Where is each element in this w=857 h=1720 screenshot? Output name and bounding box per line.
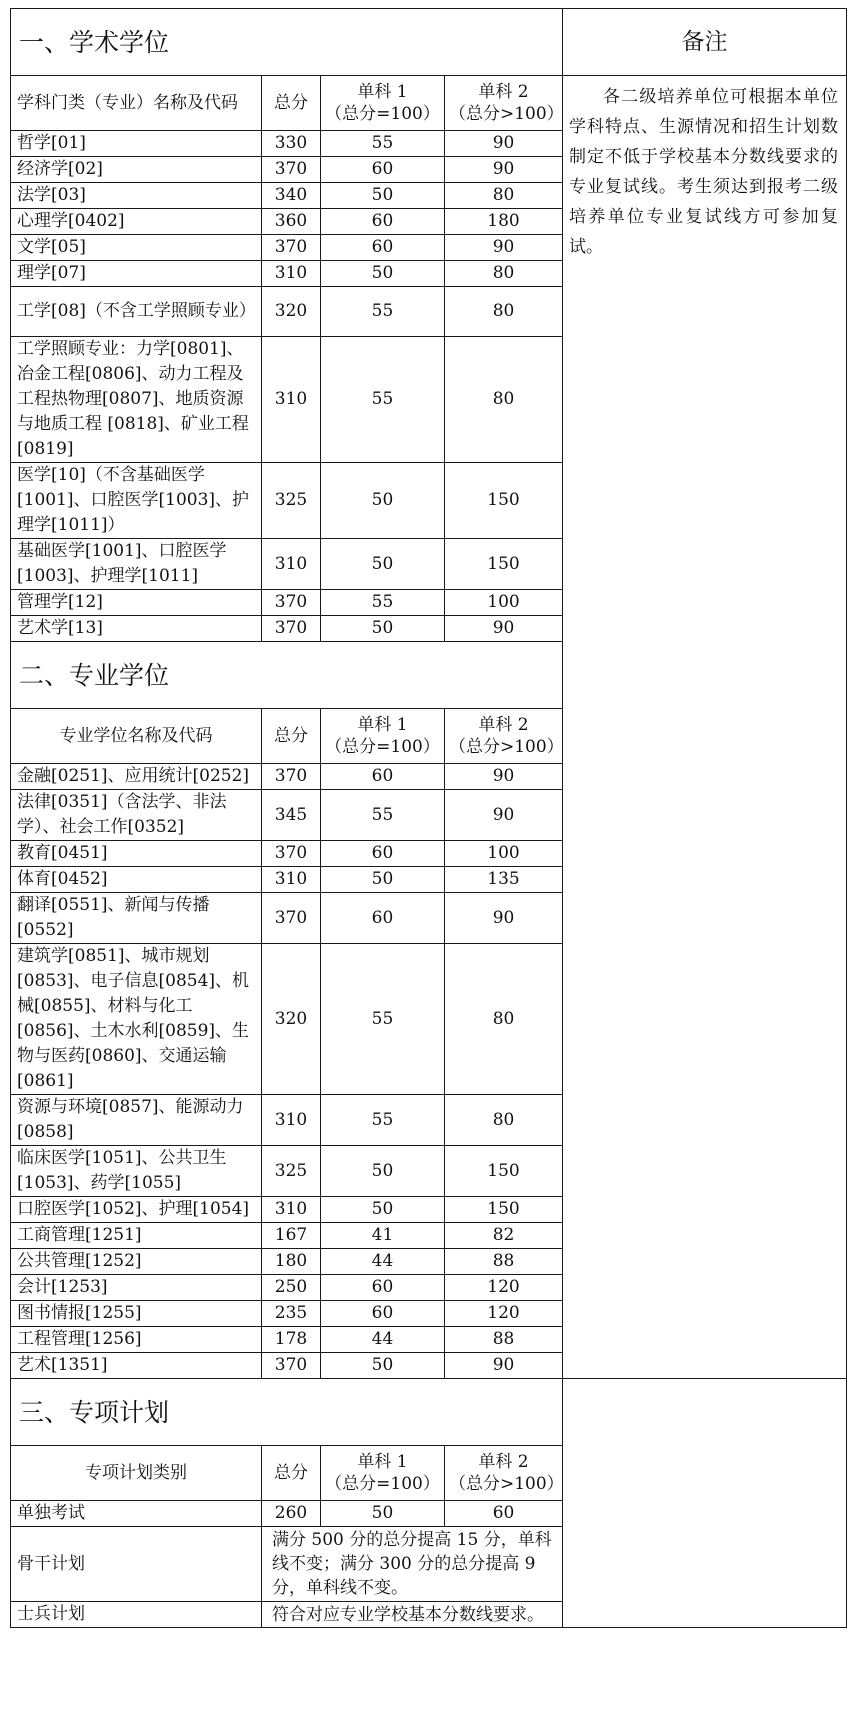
- row-total: 310: [262, 1197, 321, 1223]
- row-single2: 90: [445, 790, 563, 841]
- note-bottom-cell: [563, 1379, 847, 1628]
- col-header-total: 总分: [262, 1446, 321, 1501]
- row-single1: 50: [321, 1146, 445, 1197]
- note-title: 备注: [563, 9, 847, 76]
- row-name: 工商管理[1251]: [11, 1223, 262, 1249]
- row-single1: 50: [321, 261, 445, 287]
- row-single1: 60: [321, 1275, 445, 1301]
- row-single1: 60: [321, 893, 445, 944]
- row-single1: 50: [321, 1501, 445, 1527]
- row-single1: 55: [321, 590, 445, 616]
- row-total: 320: [262, 287, 321, 337]
- row-total: 325: [262, 1146, 321, 1197]
- row-single1: 55: [321, 337, 445, 463]
- row-name: 公共管理[1252]: [11, 1249, 262, 1275]
- backbone-rule-text: 满分 500 分的总分提高 15 分，单科线不变；满分 300 分的总分提高 9 分，单科线不变。: [262, 1527, 563, 1602]
- row-total: 320: [262, 944, 321, 1095]
- row-name: 文学[05]: [11, 235, 262, 261]
- row-single1: 55: [321, 790, 445, 841]
- col-header-name: 专业学位名称及代码: [11, 709, 262, 764]
- row-name: 工学[08]（不含工学照顾专业）: [11, 287, 262, 337]
- row-name: 心理学[0402]: [11, 209, 262, 235]
- row-single1: 50: [321, 1197, 445, 1223]
- row-single1: 60: [321, 764, 445, 790]
- row-name: 基础医学[1001]、口腔医学[1003]、护理学[1011]: [11, 539, 262, 590]
- row-single2: 80: [445, 1095, 563, 1146]
- row-single1: 60: [321, 157, 445, 183]
- row-name: 临床医学[1051]、公共卫生[1053]、药学[1055]: [11, 1146, 262, 1197]
- row-single1: 44: [321, 1327, 445, 1353]
- row-total: 370: [262, 590, 321, 616]
- row-single2: 150: [445, 1146, 563, 1197]
- row-single2: 80: [445, 944, 563, 1095]
- row-single1: 44: [321, 1249, 445, 1275]
- row-single1: 55: [321, 1095, 445, 1146]
- row-name: 理学[07]: [11, 261, 262, 287]
- col-header-single2: 单科 2 （总分>100）: [445, 709, 563, 764]
- note-body: [563, 76, 847, 1379]
- row-total: 370: [262, 235, 321, 261]
- section-title-academic: 一、学术学位: [11, 9, 563, 76]
- row-total: 370: [262, 893, 321, 944]
- row-name: 艺术[1351]: [11, 1353, 262, 1379]
- row-total: 235: [262, 1301, 321, 1327]
- row-single2: 82: [445, 1223, 563, 1249]
- row-single2: 60: [445, 1501, 563, 1527]
- note-text: 各二级培养单位可根据本单位学科特点、生源情况和招生计划数制定不低于学校基本分数线要求的专业复试线。考生须达到报考二级培养单位专业复试线方可参加复试。: [569, 87, 839, 257]
- row-name: 口腔医学[1052]、护理[1054]: [11, 1197, 262, 1223]
- row-total: 180: [262, 1249, 321, 1275]
- row-single2: 80: [445, 337, 563, 463]
- row-total: 310: [262, 337, 321, 463]
- row-single1: 50: [321, 463, 445, 539]
- row-total: 340: [262, 183, 321, 209]
- row-single1: 55: [321, 131, 445, 157]
- row-single2: 120: [445, 1301, 563, 1327]
- row-single2: 88: [445, 1327, 563, 1353]
- row-single2: 180: [445, 209, 563, 235]
- row-total: 250: [262, 1275, 321, 1301]
- section-title-special: 三、专项计划: [11, 1379, 563, 1446]
- row-single2: 90: [445, 131, 563, 157]
- row-single1: 55: [321, 287, 445, 337]
- row-name: 翻译[0551]、新闻与传播[0552]: [11, 893, 262, 944]
- row-total: 310: [262, 867, 321, 893]
- soldier-rule-text: 符合对应专业学校基本分数线要求。: [262, 1602, 563, 1628]
- row-total: 370: [262, 616, 321, 642]
- col-header-single1: 单科 1 （总分=100）: [321, 709, 445, 764]
- row-single2: 150: [445, 539, 563, 590]
- row-total: 167: [262, 1223, 321, 1249]
- row-single1: 60: [321, 209, 445, 235]
- row-single2: 90: [445, 764, 563, 790]
- row-single1: 60: [321, 841, 445, 867]
- row-name: 士兵计划: [11, 1602, 262, 1628]
- row-single2: 88: [445, 1249, 563, 1275]
- row-single2: 100: [445, 841, 563, 867]
- row-name: 教育[0451]: [11, 841, 262, 867]
- row-total: 325: [262, 463, 321, 539]
- row-single1: 55: [321, 944, 445, 1095]
- row-single1: 50: [321, 1353, 445, 1379]
- row-total: 260: [262, 1501, 321, 1527]
- row-single2: 90: [445, 1353, 563, 1379]
- row-name: 工程管理[1256]: [11, 1327, 262, 1353]
- row-total: 310: [262, 1095, 321, 1146]
- row-name: 单独考试: [11, 1501, 262, 1527]
- row-name: 工学照顾专业：力学[0801]、冶金工程[0806]、动力工程及工程热物理[0807]、地质资源与地质工程 [0818]、矿业工程[0819]: [11, 337, 262, 463]
- row-single2: 90: [445, 235, 563, 261]
- row-single2: 80: [445, 183, 563, 209]
- row-total: 310: [262, 261, 321, 287]
- row-single2: 90: [445, 157, 563, 183]
- row-single2: 150: [445, 1197, 563, 1223]
- col-header-total: 总分: [262, 709, 321, 764]
- row-single1: 41: [321, 1223, 445, 1249]
- row-single2: 80: [445, 287, 563, 337]
- row-single1: 50: [321, 867, 445, 893]
- row-name: 经济学[02]: [11, 157, 262, 183]
- row-name: 建筑学[0851]、城市规划[0853]、电子信息[0854]、机械[0855]、材料与化工[0856]、土木水利[0859]、生物与医药[0860]、交通运输[0861]: [11, 944, 262, 1095]
- row-single1: 50: [321, 183, 445, 209]
- row-single1: 50: [321, 616, 445, 642]
- row-total: 345: [262, 790, 321, 841]
- row-total: 370: [262, 764, 321, 790]
- col-header-single2: 单科 2 （总分>100）: [445, 1446, 563, 1501]
- col-header-name: 专项计划类别: [11, 1446, 262, 1501]
- section-title-professional: 二、专业学位: [11, 642, 563, 709]
- col-header-total: 总分: [262, 76, 321, 131]
- col-header-single1: 单科 1 （总分=100）: [321, 76, 445, 131]
- col-header-name: 学科门类（专业）名称及代码: [11, 76, 262, 131]
- row-single2: 100: [445, 590, 563, 616]
- academic-header-row: [11, 76, 847, 131]
- row-name: 艺术学[13]: [11, 616, 262, 642]
- row-single1: 60: [321, 1301, 445, 1327]
- row-total: 360: [262, 209, 321, 235]
- col-header-single2: 单科 2 （总分>100）: [445, 76, 563, 131]
- row-single1: 50: [321, 539, 445, 590]
- row-total: 310: [262, 539, 321, 590]
- row-single2: 150: [445, 463, 563, 539]
- row-name: 金融[0251]、应用统计[0252]: [11, 764, 262, 790]
- row-total: 370: [262, 157, 321, 183]
- row-name: 法学[03]: [11, 183, 262, 209]
- row-name: 会计[1253]: [11, 1275, 262, 1301]
- row-name: 体育[0452]: [11, 867, 262, 893]
- row-total: 370: [262, 1353, 321, 1379]
- col-header-single1: 单科 1 （总分=100）: [321, 1446, 445, 1501]
- row-single1: 60: [321, 235, 445, 261]
- row-name: 管理学[12]: [11, 590, 262, 616]
- row-name: 医学[10]（不含基础医学[1001]、口腔医学[1003]、护理学[1011]）: [11, 463, 262, 539]
- row-single2: 135: [445, 867, 563, 893]
- row-name: 资源与环境[0857]、能源动力[0858]: [11, 1095, 262, 1146]
- row-single2: 120: [445, 1275, 563, 1301]
- row-single2: 80: [445, 261, 563, 287]
- row-total: 330: [262, 131, 321, 157]
- row-name: 骨干计划: [11, 1527, 262, 1602]
- row-single2: 90: [445, 616, 563, 642]
- row-name: 图书情报[1255]: [11, 1301, 262, 1327]
- row-total: 370: [262, 841, 321, 867]
- row-total: 178: [262, 1327, 321, 1353]
- row-name: 法律[0351]（含法学、非法学）、社会工作[0352]: [11, 790, 262, 841]
- score-table: [10, 8, 847, 1628]
- row-single2: 90: [445, 893, 563, 944]
- row-name: 哲学[01]: [11, 131, 262, 157]
